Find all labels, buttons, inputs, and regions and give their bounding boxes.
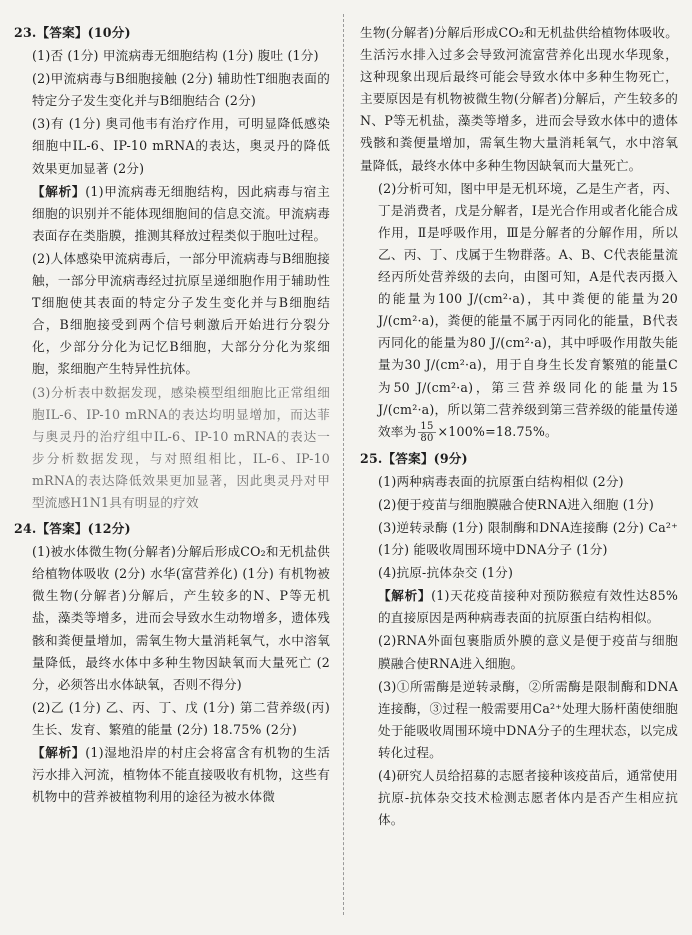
q25-explanation-1-text: (1)天花疫苗接种对预防猴痘有效性达85%的直接原因是两种病毒表面的抗原蛋白结构相似。 — [378, 588, 678, 626]
q24-jiexi-tag: 【解析】 — [32, 745, 86, 760]
q23-explanation-3: (3)分析表中数据发现，感染模型组细胞比正常组细胞IL-6、IP-10 mRNA的表达均明显增加，而达菲与奥灵丹的治疗组中IL-6、IP-10 mRNA的表达一步分析数据发现，与对照组相比，IL-6、IP-10 mRNA的表达降低效果更加显著，因此奥灵丹对甲型流感H1N1具有明显的疗效 — [32, 384, 330, 510]
column-divider — [343, 14, 344, 915]
q24-explanation-2-tail: ×100%=18.75%。 — [437, 423, 558, 439]
q24-explanation-1 — [14, 742, 330, 808]
q23-jiexi-tag: 【解析】 — [32, 183, 86, 199]
q23-answer-tag: 23.【答案】(10分) — [14, 25, 131, 40]
q24-answer-1: (1)被水体微生物(分解者)分解后形成CO₂和无机盐供给植物体吸收 (2分) 水华(富营养化) (1分) 有机物被微生物(分解者)分解后，产生较多的N、P等无机盐，藻类等增多，进而会导致水生动物增多，遗体残骸和粪便量增加，需氧生物大量消耗氧气，水中溶氧量降低，最终水体中多种生物因缺氧而大量死亡 (2分，必须答出水体缺氧，否则不得分) — [32, 544, 330, 692]
fraction-denominator: 80 — [420, 432, 434, 444]
q24-explanation-2-text: (2)分析可知，图中甲是无机环境，乙是生产者，丙、丁是消费者，戊是分解者，Ⅰ是光合作用或者化能合成作用，Ⅱ是呼吸作用，Ⅲ是分解者的分解作用，所以乙、丙、丁、戊属于生物群落。A、B、C代表能量流经丙所处营养级的去向，由图可知，A是代表丙摄入的能量为100 J/(cm²·a)，其中粪便的能量为20 J/(cm²·a)，粪便的能量不属于丙同化的能量，B代表丙同化的能量为80 J/(cm²·a)，其中呼吸作用散失能量为30 J/(cm²·a)，用于自身生长发育繁殖的能量C为50 J/(cm²·a)，第三营养级同化的能量为15 J/(cm²·a)，所以第二营养级到第三营养级的能量传递效率为 — [378, 180, 678, 439]
q23-explanation-1-text: (1)甲流病毒无细胞结构，因此病毒与宿主细胞的识别并不能体现细胞间的信息交流。甲流病毒表面存在类脂膜，推测其释放过程类似于胞吐过程。 — [32, 183, 330, 243]
q24-explanation-2 — [360, 178, 678, 444]
q24-answer-tag: 24.【答案】(12分) — [14, 521, 131, 537]
right-column — [360, 22, 678, 832]
q25-explanation-4: (4)研究人员给招募的志愿者接种该疫苗后，通常使用抗原-抗体杂交技术检测志愿者体内是否产生相应抗体。 — [378, 768, 678, 828]
q25-answer-3: (3)逆转录酶 (1分) 限制酶和DNA连接酶 (2分) Ca²⁺ (1分) 能吸收周围环境中DNA分子 (1分) — [378, 519, 678, 558]
q24-header — [14, 518, 330, 540]
q23-answer-2: (2)甲流病毒与B细胞接触 (2分) 辅助性T细胞表面的特定分子发生变化并与B细胞结合 (2分) — [32, 71, 330, 109]
q25-explanation-3: (3)①所需酶是逆转录酶，②所需酶是限制酶和DNA连接酶，③过程一般需要用Ca²⁺处理大肠杆菌使细胞处于能吸收周围环境中DNA分子的生理状态，以完成转化过程。 — [378, 678, 678, 760]
q23-explanation-1 — [14, 181, 330, 247]
q25-answer-2: (2)便于疫苗与细胞膜融合使RNA进入细胞 (1分) — [378, 496, 654, 512]
q24-answer-2: (2)乙 (1分) 乙、丙、丁、戊 (1分) 第二营养级(丙)生长、发育、繁殖的能量 (2分) 18.75% (2分) — [32, 699, 330, 737]
q24-explanation-continued: 生物(分解者)分解后形成CO₂和无机盐供给植物体吸收。生活污水排入过多会导致河流富营养化出现水华现象，这种现象出现后最终可能会导致水体中多种生物死亡，主要原因是有机物被微生物(分解者)分解后，产生较多的N、P等无机盐，藻类等增多，进而会导致水体中的遗体残骸和粪便量增加，需氧生物大量消耗氧气，水中溶氧量降低，最终水体中多种生物因缺氧而大量死亡。 — [360, 25, 678, 173]
q25-header — [360, 448, 678, 470]
q23-answer-1: (1)否 (1分) 甲流病毒无细胞结构 (1分) 腹吐 (1分) — [32, 48, 319, 64]
efficiency-fraction — [418, 421, 435, 444]
fraction-numerator: 15 — [420, 420, 434, 432]
q25-explanation-1 — [360, 585, 678, 629]
q25-answer-tag: 25.【答案】(9分) — [360, 450, 468, 466]
q25-jiexi-tag: 【解析】 — [378, 588, 432, 604]
q25-explanation-2: (2)RNA外面包裹脂质外膜的意义是便于疫苗与细胞膜融合使RNA进入细胞。 — [378, 633, 678, 671]
left-column — [14, 22, 330, 809]
q25-answer-1: (1)两种病毒表面的抗原蛋白结构相似 (2分) — [378, 473, 624, 489]
q23-header — [14, 22, 330, 44]
q25-answer-4: (4)抗原-抗体杂交 (1分) — [378, 565, 514, 581]
q24-explanation-1-text: (1)湿地沿岸的村庄会将富含有机物的生活污水排入河流，植物体不能直接吸收有机物，这些有机物中的营养被植物利用的途径为被水体微 — [32, 745, 330, 805]
q23-answer-3: (3)有 (1分) 奥司他韦有治疗作用，可明显降低感染细胞中IL-6、IP-10 mRNA的表达，奥灵丹的降低效果更加显著 (2分) — [32, 116, 330, 176]
q23-explanation-2: (2)人体感染甲流病毒后，一部分甲流病毒与B细胞接触，一部分甲流病毒经过抗原呈递细胞作用于辅助性T细胞使其表面的特定分子发生变化并与B细胞结合，B细胞接受到两个信号刺激后开始进行分裂分化，少部分分化为记忆B细胞，大部分分化为浆细胞，浆细胞产生特异性抗体。 — [32, 250, 330, 377]
